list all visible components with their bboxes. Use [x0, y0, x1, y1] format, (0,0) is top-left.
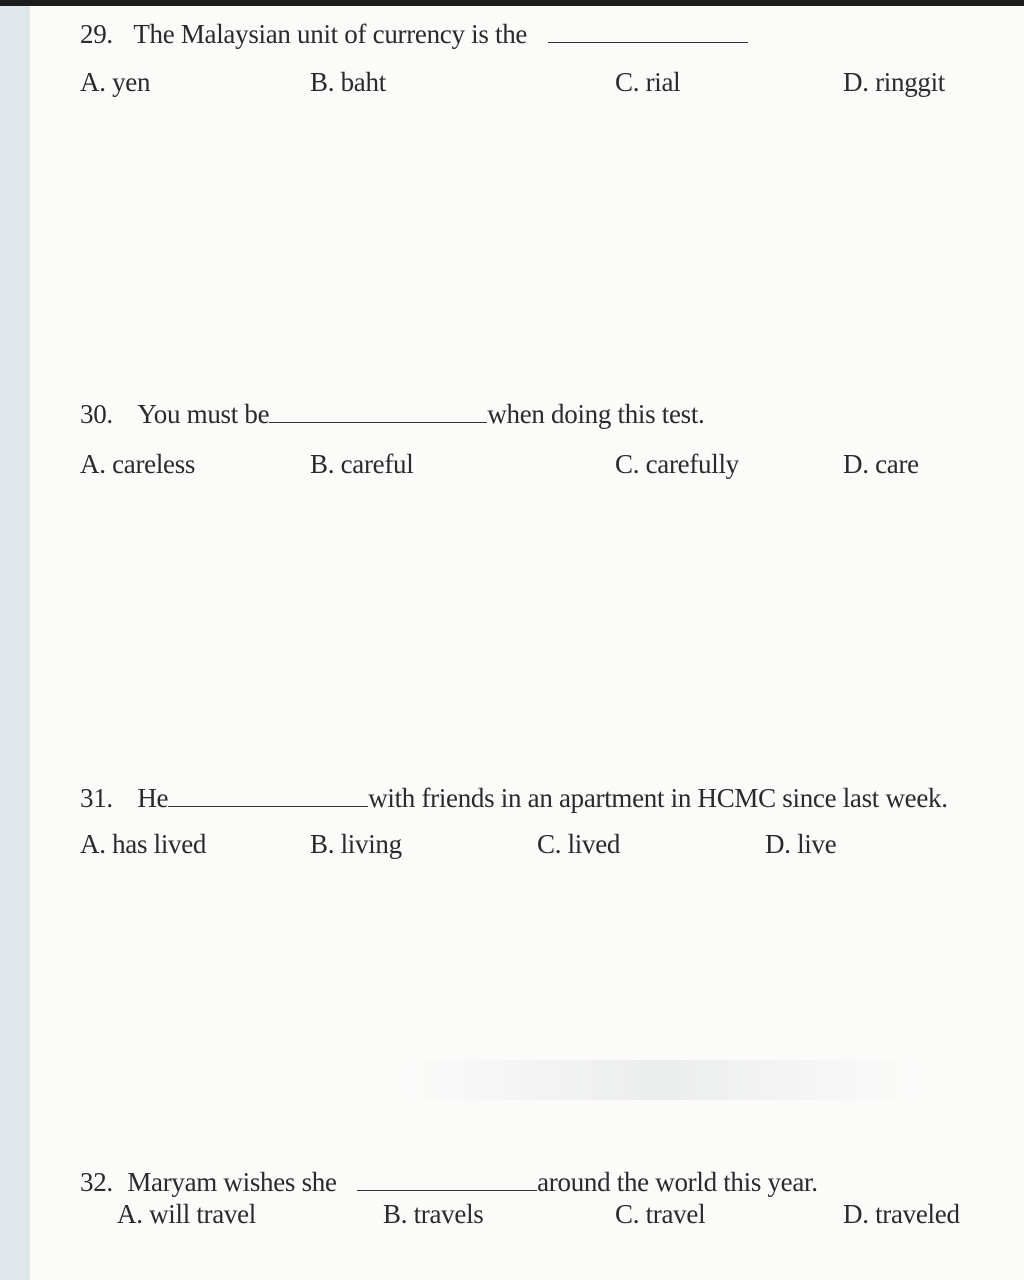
option-c[interactable]: C. travel	[615, 1199, 706, 1229]
question-text: You must be	[137, 399, 270, 429]
option-a[interactable]: A. yen	[80, 67, 151, 97]
option-d[interactable]: D. live	[765, 829, 837, 859]
option-c[interactable]: C. rial	[615, 67, 681, 97]
option-b[interactable]: B. travels	[383, 1199, 484, 1229]
left-margin-strip	[0, 6, 30, 1280]
option-d[interactable]: D. traveled	[843, 1199, 960, 1229]
question-text: He	[137, 783, 169, 813]
scan-smudge	[400, 1060, 920, 1100]
question-number: 32.	[80, 1167, 113, 1197]
option-c[interactable]: C. lived	[537, 829, 621, 859]
option-a[interactable]: A. will travel	[117, 1199, 257, 1229]
question-number: 31.	[80, 783, 113, 813]
question-31-stem	[80, 782, 948, 814]
question-text: The Malaysian unit of currency is the	[133, 19, 528, 49]
question-number: 29.	[80, 19, 113, 49]
answer-blank[interactable]	[269, 400, 487, 423]
question-29-stem	[80, 18, 748, 50]
option-b[interactable]: B. baht	[310, 67, 386, 97]
question-text-after: when doing this test.	[487, 399, 705, 429]
question-30-stem	[80, 398, 705, 430]
question-32-stem	[80, 1166, 818, 1198]
option-a[interactable]: A. careless	[80, 449, 196, 479]
question-text-after: around the world this year.	[537, 1167, 818, 1197]
option-a[interactable]: A. has lived	[80, 829, 207, 859]
answer-blank[interactable]	[168, 784, 368, 807]
option-d[interactable]: D. ringgit	[843, 67, 945, 97]
question-number: 30.	[80, 399, 113, 429]
option-b[interactable]: B. careful	[310, 449, 414, 479]
answer-blank[interactable]	[548, 20, 748, 43]
question-text: Maryam wishes she	[127, 1167, 337, 1197]
option-d[interactable]: D. care	[843, 449, 919, 479]
option-c[interactable]: C. carefully	[615, 449, 739, 479]
answer-blank[interactable]	[357, 1168, 537, 1191]
question-text-after: with friends in an apartment in HCMC since last week.	[368, 783, 948, 813]
option-b[interactable]: B. living	[310, 829, 402, 859]
